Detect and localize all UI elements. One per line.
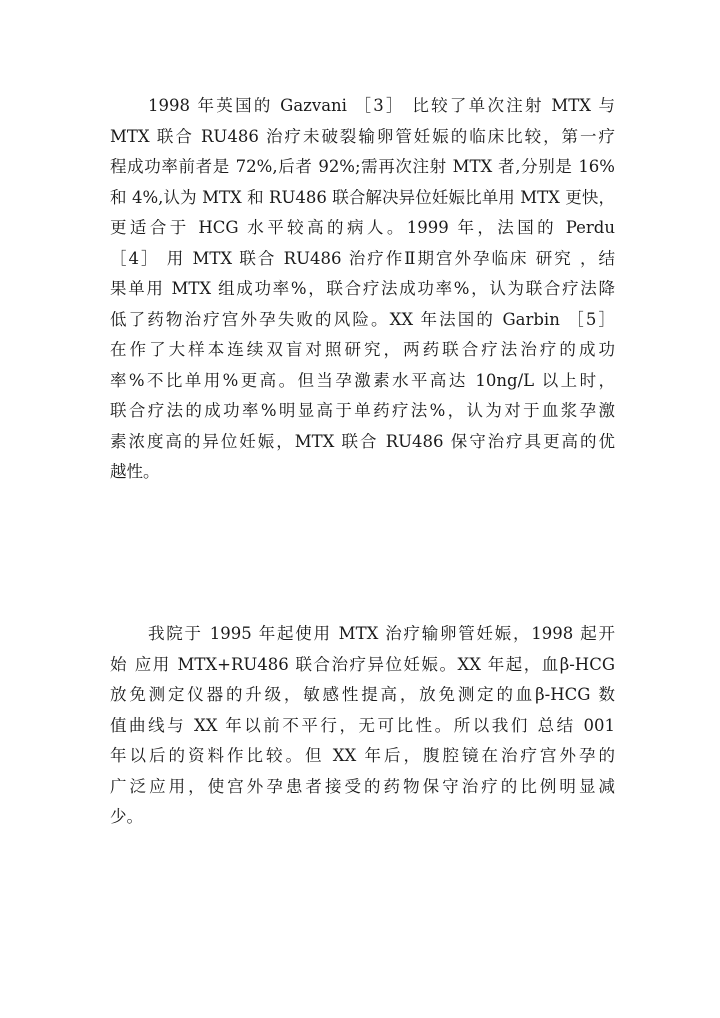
paragraph-1 bbox=[110, 91, 615, 488]
paragraph-line: 低了药物治疗宫外孕失败的风险。XX 年法国的 Garbin ［5］ bbox=[110, 309, 615, 329]
paragraph-line: 率%不比单用%更高。但当孕激素水平高达 10ng/L 以上时， bbox=[110, 370, 615, 390]
paragraph-line: 越性。 bbox=[110, 462, 160, 481]
paragraph-line: 始 应用 MTX+RU486 联合治疗异位妊娠。XX 年起，血β-HCG bbox=[110, 654, 615, 674]
paragraph-line: ［4］ 用 MTX 联合 RU486 治疗作Ⅱ期宫外孕临床 研究 ，结 bbox=[110, 248, 615, 268]
paragraph-line: 更适合于 HCG 水平较高的病人。1999 年，法国的 Perdu bbox=[110, 218, 615, 237]
paragraph-line: 放免测定仪器的升级，敏感性提高，放免测定的血β-HCG 数 bbox=[110, 685, 615, 704]
paragraph-line: 年以后的资料作比较。但 XX 年后，腹腔镜在治疗宫外孕的 bbox=[110, 746, 615, 765]
paragraph-line: 1998 年英国的 Gazvani ［3］ 比较了单次注射 MTX 与 bbox=[148, 96, 615, 115]
paragraph-line: 和 4%,认为 MTX 和 RU486 联合解决异位妊娠比单用 MTX 更快， bbox=[110, 187, 615, 207]
paragraph-line: 程成功率前者是 72%,后者 92%;需再次注射 MTX 者,分别是 16% bbox=[110, 157, 615, 176]
paragraph-line: 值曲线与 XX 年以前不平行，无可比性。所以我们 总结 001 bbox=[110, 715, 615, 735]
paragraph-line: MTX 联合 RU486 治疗未破裂输卵管妊娠的临床比较，第一疗 bbox=[110, 126, 615, 146]
paragraph-line: 广泛应用，使宫外孕患者接受的药物保守治疗的比例明显减 bbox=[110, 776, 615, 796]
paragraph-line: 果单用 MTX 组成功率%，联合疗法成功率%，认为联合疗法降 bbox=[110, 279, 615, 298]
paragraph-line: 在作了大样本连续双盲对照研究，两药联合疗法治疗的成功 bbox=[110, 340, 615, 359]
paragraph-line: 联合疗法的成功率%明显高于单药疗法%，认为对于血浆孕激 bbox=[110, 401, 615, 420]
paragraph-line: 少。 bbox=[110, 807, 143, 826]
paragraph-line: 我院于 1995 年起使用 MTX 治疗输卵管妊娠，1998 起开 bbox=[148, 624, 615, 643]
paragraph-2 bbox=[110, 619, 615, 833]
paragraph-line: 素浓度高的异位妊娠，MTX 联合 RU486 保守治疗具更高的优 bbox=[110, 431, 615, 451]
